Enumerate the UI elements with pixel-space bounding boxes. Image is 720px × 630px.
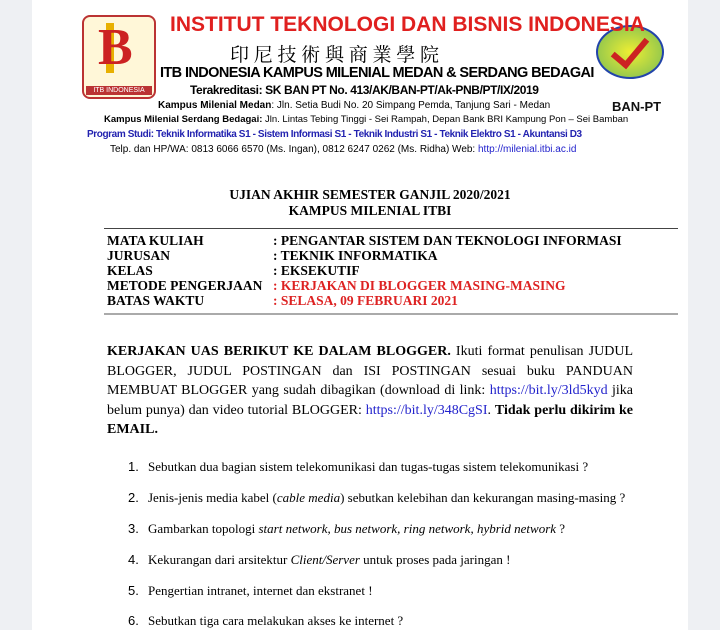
question-item: 3. Gambarkan topologi start network, bus network, ring network, hybrid network ? [128,521,566,536]
website-link[interactable]: http://milenial.itbi.ac.id [478,144,577,155]
divider [104,313,678,315]
download-link[interactable]: https://bit.ly/3ld5kyd [489,383,608,398]
serdang-address: Kampus Milenial Serdang Bedagai: Jln. Lintas Tebing Tinggi - Sei Rampah, Depan Bank BRI Kampung Pon – Sei Bamban [104,114,629,125]
contact: Telp. dan HP/WA: 0813 6066 6570 (Ms. Ingan), 0812 6247 0262 (Ms. Ridha) Web: http://milenial.itbi.ac.id [110,144,577,155]
question-item: 4. Kekurangan dari arsitektur Client/Server untuk proses pada jaringan ! [128,552,511,567]
programs: Program Studi: Teknik Informatika S1 - Sistem Informasi S1 - Teknik Industri S1 - Teknik Elektro S1 - Akuntansi D3 [87,129,582,140]
instructions: KERJAKAN UAS BERIKUT KE DALAM BLOGGER. Ikuti format penulisan JUDUL BLOGGER, JUDUL POSTINGAN dan ISI POSTINGAN sesuai buku PANDUAN MEMBUAT BLOGGER yang sudah dibagikan (download di link: https://bit.ly/3ld5kyd jika belum punya) dan video tutorial BLOGGER: https://bit.ly/348CgSI. Tidak perlu dikirim ke EMAIL. [107,344,633,437]
itb-logo [82,15,156,99]
question-item: 1. Sebutkan dua bagian sistem telekomunikasi dan tugas-tugas sistem telekomunikasi ? [128,459,589,474]
ban-pt-caption: BAN-PT [612,99,662,114]
divider [104,228,678,229]
exam-title: UJIAN AKHIR SEMESTER GANJIL 2020/2021 KAMPUS MILENIAL ITBI [229,187,511,218]
question-item: 5. Pengertian intranet, internet dan ekstranet ! [128,583,373,598]
campus-name: ITB INDONESIA KAMPUS MILENIAL MEDAN & SERDANG BEDAGAI [160,65,594,81]
institute-name: INSTITUT TEKNOLOGI DAN BISNIS INDONESIA [170,13,645,36]
question-item: 2. Jenis-jenis media kabel (cable media) sebutkan kelebihan dan kekurangan masing-masing ? [128,490,626,505]
logo-letter: B [98,19,133,76]
tutorial-link[interactable]: https://bit.ly/348CgSI [365,402,488,418]
itb-logo-caption: ITB INDONESIA [86,86,152,95]
accreditation: Terakreditasi: SK BAN PT No. 413/AK/BAN-PT/Ak-PNB/PT/IX/2019 [190,83,539,97]
chinese-name: 印 尼 技 術 與 商 業 學 院 [230,45,440,66]
question-item: 6. Sebutkan tiga cara melakukan akses ke internet ? [128,613,404,628]
medan-address: Kampus Milenial Medan: Jln. Setia Budi No. 20 Simpang Pemda, Tanjung Sari - Medan [158,100,551,111]
exam-info-table: MATA KULIAH : PENGANTAR SISTEM DAN TEKNOLOGI INFORMASI JURUSAN : TEKNIK INFORMATIKA KELAS : EKSEKUTIF METODE PENGERJAAN : KERJAKAN DI BLOGGER MASING-MASING BATAS WAKTU : SELASA, 09 FEBRUARI 2021 [107,233,622,308]
